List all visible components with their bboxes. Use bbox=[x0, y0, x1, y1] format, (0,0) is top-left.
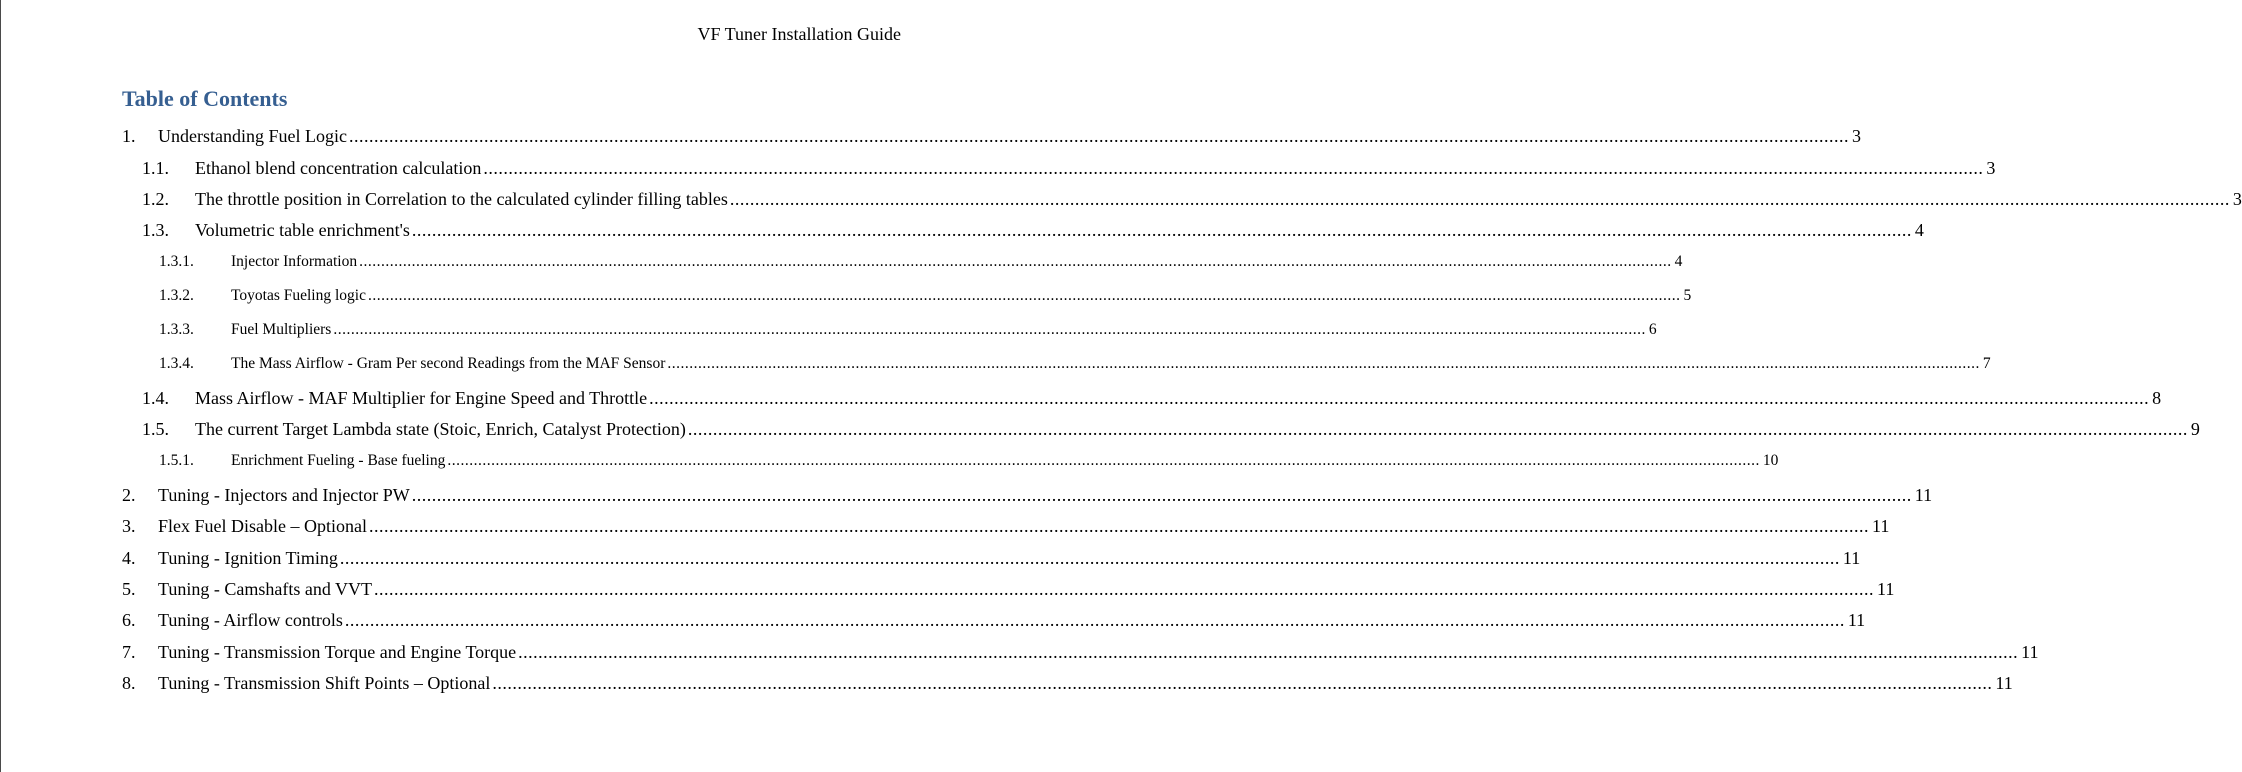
toc-dot-leader: ............................................................................................................................................................................................................................................................................................................ bbox=[729, 189, 2230, 209]
toc-entry-text: Injector Information bbox=[231, 253, 358, 270]
toc-entry-text: Ethanol blend concentration calculation bbox=[195, 158, 482, 178]
toc-entry-number: 1.3.4. bbox=[159, 355, 194, 372]
toc-entry-page: 4 bbox=[1674, 253, 1683, 270]
toc-dot-leader: ............................................................................................................................................................................................................................................................................................................ bbox=[411, 485, 1912, 505]
toc-entry-page: 3 bbox=[1851, 126, 1861, 146]
toc-entry-number: 1.5.1. bbox=[159, 452, 194, 469]
toc-entry[interactable] bbox=[122, 516, 1890, 537]
toc-entry[interactable] bbox=[122, 579, 1895, 600]
toc-entry-text: The Mass Airflow - Gram Per second Readings from the MAF Sensor bbox=[231, 355, 666, 372]
toc-entry-text: Tuning - Camshafts and VVT bbox=[158, 579, 373, 599]
toc-dot-leader: ............................................................................................................................................................................................................................................................................................................ bbox=[344, 610, 1845, 630]
toc-dot-leader: ............................................................................................................................................................................................................................................................................................................ bbox=[374, 579, 1875, 599]
toc-entry-page: 10 bbox=[1762, 452, 1779, 469]
toc-entry-number: 3. bbox=[122, 516, 136, 536]
toc-entry[interactable] bbox=[159, 355, 1991, 373]
toc-entry-page: 11 bbox=[1842, 548, 1861, 568]
toc-dot-leader: ............................................................................................................................................................................................................................................................................................................ bbox=[348, 126, 1849, 146]
toc-entry-number: 1.3. bbox=[142, 220, 169, 240]
toc-entry[interactable] bbox=[142, 189, 2242, 210]
toc-entry-page: 11 bbox=[2021, 642, 2039, 662]
toc-dot-leader: ............................................................................................................................................................................................................................................................................................................ bbox=[649, 388, 2150, 408]
toc-entry[interactable] bbox=[142, 419, 2200, 440]
toc-entry-page: 5 bbox=[1683, 287, 1692, 304]
page-edge bbox=[0, 0, 1, 772]
toc-entry-page: 8 bbox=[2152, 388, 2162, 408]
toc-entry[interactable] bbox=[122, 485, 1933, 506]
toc-entry-page: 11 bbox=[1871, 516, 1890, 536]
toc-entry[interactable] bbox=[159, 287, 1692, 305]
toc-entry-number: 8. bbox=[122, 673, 136, 693]
toc-entry-number: 1.3.1. bbox=[159, 253, 194, 270]
toc-entry-text: Tuning - Ignition Timing bbox=[158, 548, 338, 568]
toc-entry[interactable] bbox=[159, 321, 1657, 339]
toc-dot-leader: ............................................................................................................................................................................................................................................................................................................ bbox=[359, 253, 1672, 270]
toc-entry-number: 1.3.3. bbox=[159, 321, 194, 338]
toc-dot-leader: ............................................................................................................................................................................................................................................................................................................ bbox=[518, 642, 2019, 662]
toc-entry-page: 11 bbox=[1847, 610, 1866, 630]
toc-dot-leader: ............................................................................................................................................................................................................................................................................................................ bbox=[367, 287, 1681, 304]
toc-entry-text: Understanding Fuel Logic bbox=[158, 126, 347, 146]
toc-entry[interactable] bbox=[122, 673, 2013, 694]
toc-dot-leader: ............................................................................................................................................................................................................................................................................................................ bbox=[368, 516, 1869, 536]
toc-entry[interactable] bbox=[142, 220, 1924, 241]
toc-entry[interactable] bbox=[142, 158, 1996, 179]
toc-entry[interactable] bbox=[122, 548, 1861, 569]
toc-entry-text: Mass Airflow - MAF Multiplier for Engine Speed and Throttle bbox=[195, 388, 648, 408]
toc-entry-number: 1.2. bbox=[142, 189, 169, 209]
toc-entry[interactable] bbox=[159, 253, 1683, 271]
toc-entry-text: Tuning - Airflow controls bbox=[158, 610, 343, 630]
toc-entry-text: Enrichment Fueling - Base fueling bbox=[231, 452, 446, 469]
toc-entry-text: Tuning - Transmission Torque and Engine Torque bbox=[158, 642, 517, 662]
toc-entry-number: 7. bbox=[122, 642, 136, 662]
toc-entry[interactable] bbox=[122, 126, 1861, 147]
toc-dot-leader: ............................................................................................................................................................................................................................................................................................................ bbox=[339, 548, 1840, 568]
toc-entry-text: Tuning - Injectors and Injector PW bbox=[158, 485, 410, 505]
toc-dot-leader: ............................................................................................................................................................................................................................................................................................................ bbox=[483, 158, 1984, 178]
toc-entry-text: Fuel Multipliers bbox=[231, 321, 332, 338]
toc-entry-page: 3 bbox=[2232, 189, 2242, 209]
toc-entry-number: 6. bbox=[122, 610, 136, 630]
toc-entry-text: The throttle position in Correlation to the calculated cylinder filling tables bbox=[195, 189, 728, 209]
toc-entry-number: 2. bbox=[122, 485, 136, 505]
toc-entry-page: 11 bbox=[1995, 673, 2013, 693]
toc-entry-number: 1.1. bbox=[142, 158, 169, 178]
toc-dot-leader: ............................................................................................................................................................................................................................................................................................................ bbox=[447, 452, 1760, 469]
toc-entry-number: 5. bbox=[122, 579, 136, 599]
toc-entry-text: Volumetric table enrichment's bbox=[195, 220, 410, 240]
toc-entry-page: 7 bbox=[1982, 355, 1991, 372]
toc-entry-number: 4. bbox=[122, 548, 136, 568]
toc-entry-text: Toyotas Fueling logic bbox=[231, 287, 366, 304]
toc-heading: Table of Contents bbox=[122, 86, 288, 111]
toc-entry-text: Flex Fuel Disable – Optional bbox=[158, 516, 367, 536]
toc-entry-page: 11 bbox=[1914, 485, 1933, 505]
toc-entry[interactable] bbox=[122, 610, 1866, 631]
toc-entry-page: 6 bbox=[1648, 321, 1657, 338]
toc-entry[interactable] bbox=[159, 452, 1779, 470]
toc-entry-page: 4 bbox=[1914, 220, 1924, 240]
toc-entry-number: 1.5. bbox=[142, 419, 169, 439]
toc-entry-number: 1. bbox=[122, 126, 136, 146]
toc-entry-text: Tuning - Transmission Shift Points – Optional bbox=[158, 673, 491, 693]
toc-entry-page: 9 bbox=[2190, 419, 2200, 439]
toc-entry-page: 3 bbox=[1986, 158, 1996, 178]
toc-entry-number: 1.4. bbox=[142, 388, 169, 408]
toc-entry-number: 1.3.2. bbox=[159, 287, 194, 304]
toc-dot-leader: ............................................................................................................................................................................................................................................................................................................ bbox=[667, 355, 1980, 372]
toc-entry[interactable] bbox=[142, 388, 2162, 409]
toc-dot-leader: ............................................................................................................................................................................................................................................................................................................ bbox=[333, 321, 1646, 338]
toc-entry-page: 11 bbox=[1877, 579, 1895, 599]
toc-dot-leader: ............................................................................................................................................................................................................................................................................................................ bbox=[492, 673, 1993, 693]
toc-entry-text: The current Target Lambda state (Stoic, Enrich, Catalyst Protection) bbox=[195, 419, 686, 439]
toc-dot-leader: ............................................................................................................................................................................................................................................................................................................ bbox=[411, 220, 1912, 240]
page-header-title: VF Tuner Installation Guide bbox=[697, 24, 901, 44]
toc-dot-leader: ............................................................................................................................................................................................................................................................................................................ bbox=[687, 419, 2188, 439]
toc-entry[interactable] bbox=[122, 642, 2039, 663]
